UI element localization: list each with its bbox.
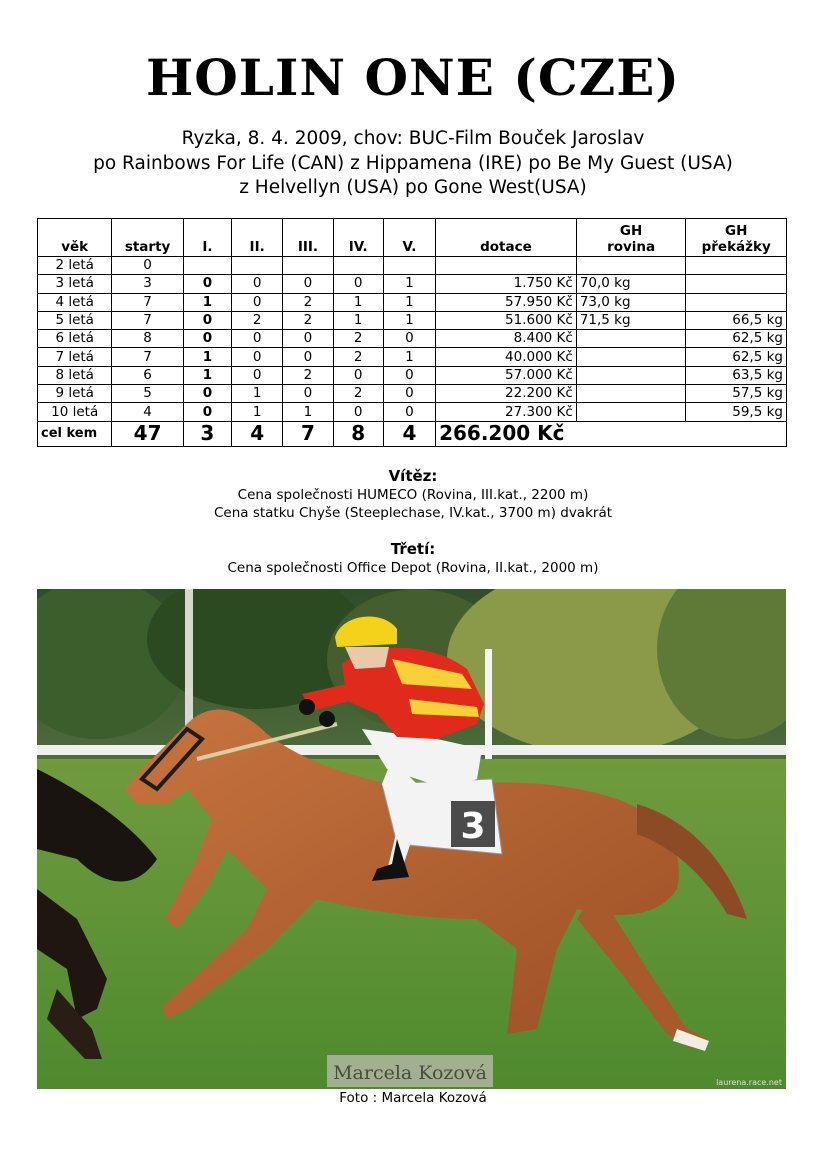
table-cell — [576, 403, 686, 421]
table-cell: 6 — [112, 366, 183, 384]
photo-credit: Foto : Marcela Kozová — [339, 1090, 487, 1106]
table-cell: 63,5 kg — [686, 366, 787, 384]
table-cell: 1 — [383, 311, 435, 329]
table-cell: 4 letá — [38, 293, 112, 311]
total-prize-money: 266.200 Kč — [436, 421, 787, 446]
table-row — [38, 293, 787, 311]
photographer-watermark: Marcela Kozová — [333, 1062, 487, 1084]
total-row — [38, 421, 787, 446]
header-fifth: V. — [383, 219, 435, 257]
table-cell — [576, 330, 686, 348]
table-cell: 3 letá — [38, 275, 112, 293]
pedigree-line-2: po Rainbows For Life (CAN) z Hippamena (IRE) po Be My Guest (USA) — [93, 153, 733, 174]
header-fourth: IV. — [333, 219, 383, 257]
table-cell: 8.400 Kč — [436, 330, 577, 348]
table-cell: 1 — [333, 311, 383, 329]
table-cell: 2 letá — [38, 257, 112, 275]
table-cell — [576, 348, 686, 366]
table-cell: 1 — [232, 403, 283, 421]
table-cell: 1 — [232, 385, 283, 403]
table-cell: 0 — [183, 275, 231, 293]
table-cell: 27.300 Kč — [436, 403, 577, 421]
table-cell: 5 letá — [38, 311, 112, 329]
third-heading: Třetí: — [390, 540, 436, 558]
page-title: HOLIN ONE (CZE) — [146, 48, 680, 107]
table-cell: 2 — [283, 366, 333, 384]
table-row — [38, 366, 787, 384]
table-cell: 2 — [333, 330, 383, 348]
table-cell: 1.750 Kč — [436, 275, 577, 293]
table-cell: 3 — [112, 275, 183, 293]
table-cell: 8 letá — [38, 366, 112, 384]
table-cell: 0 — [283, 385, 333, 403]
race-stats-table — [37, 218, 787, 447]
table-cell: 0 — [333, 403, 383, 421]
table-cell: 73,0 kg — [576, 293, 686, 311]
table-cell: 1 — [183, 366, 231, 384]
table-cell — [576, 385, 686, 403]
table-cell: 0 — [183, 385, 231, 403]
table-cell: 2 — [283, 293, 333, 311]
table-cell — [576, 257, 686, 275]
table-cell — [436, 257, 577, 275]
table-cell: 0 — [333, 275, 383, 293]
table-cell: 62,5 kg — [686, 330, 787, 348]
header-gh-flat: GH rovina — [576, 219, 686, 257]
header-age: věk — [38, 219, 112, 257]
table-row — [38, 330, 787, 348]
table-cell: 7 — [112, 311, 183, 329]
total-fourth: 8 — [333, 421, 383, 446]
table-row — [38, 348, 787, 366]
table-cell: 1 — [383, 275, 435, 293]
table-cell: 10 letá — [38, 403, 112, 421]
table-cell: 70,0 kg — [576, 275, 686, 293]
race-photo — [37, 589, 786, 1089]
table-cell: 7 letá — [38, 348, 112, 366]
table-cell — [686, 275, 787, 293]
saddle-number: 3 — [460, 806, 486, 847]
table-cell: 5 — [112, 385, 183, 403]
table-cell: 0 — [183, 330, 231, 348]
table-cell: 0 — [383, 403, 435, 421]
winner-race-2: Cena statku Chyše (Steeplechase, IV.kat., 3700 m) dvakrát — [213, 505, 613, 521]
table-cell: 57,5 kg — [686, 385, 787, 403]
table-cell: 4 — [112, 403, 183, 421]
total-starts: 47 — [112, 421, 183, 446]
table-cell: 0 — [232, 366, 283, 384]
table-cell: 1 — [183, 348, 231, 366]
table-cell: 62,5 kg — [686, 348, 787, 366]
winner-heading: Vítěz: — [388, 467, 438, 485]
table-cell: 1 — [383, 348, 435, 366]
table-cell: 0 — [383, 366, 435, 384]
table-cell: 57.000 Kč — [436, 366, 577, 384]
site-watermark: laurena.race.net — [716, 1078, 782, 1087]
total-third: 7 — [283, 421, 333, 446]
table-cell: 0 — [183, 311, 231, 329]
table-cell: 40.000 Kč — [436, 348, 577, 366]
table-cell — [283, 257, 333, 275]
table-cell: 22.200 Kč — [436, 385, 577, 403]
total-second: 4 — [232, 421, 283, 446]
table-row — [38, 311, 787, 329]
table-cell: 0 — [333, 366, 383, 384]
header-second: II. — [232, 219, 283, 257]
header-prize-money: dotace — [436, 219, 577, 257]
header-third: III. — [283, 219, 333, 257]
table-cell — [383, 257, 435, 275]
winner-race-1: Cena společnosti HUMECO (Rovina, III.kat., 2200 m) — [237, 487, 589, 503]
table-cell: 0 — [232, 348, 283, 366]
table-row — [38, 403, 787, 421]
table-cell: 57.950 Kč — [436, 293, 577, 311]
table-cell: 2 — [232, 311, 283, 329]
total-label: cel kem — [38, 421, 112, 446]
header-gh-jumps: GH překážky — [686, 219, 787, 257]
table-cell: 1 — [283, 403, 333, 421]
total-fifth: 4 — [383, 421, 435, 446]
table-cell: 7 — [112, 348, 183, 366]
table-cell: 0 — [112, 257, 183, 275]
table-cell: 0 — [232, 330, 283, 348]
table-cell: 0 — [183, 403, 231, 421]
pedigree-line-3: z Helvellyn (USA) po Gone West(USA) — [239, 177, 587, 198]
table-row — [38, 257, 787, 275]
table-cell: 2 — [333, 385, 383, 403]
table-cell: 66,5 kg — [686, 311, 787, 329]
table-cell — [232, 257, 283, 275]
table-cell: 7 — [112, 293, 183, 311]
table-cell: 0 — [232, 275, 283, 293]
table-cell: 1 — [183, 293, 231, 311]
table-cell: 51.600 Kč — [436, 311, 577, 329]
table-cell — [686, 257, 787, 275]
table-cell — [183, 257, 231, 275]
table-cell: 6 letá — [38, 330, 112, 348]
header-first: I. — [183, 219, 231, 257]
table-cell: 0 — [383, 385, 435, 403]
table-cell: 0 — [283, 348, 333, 366]
table-cell — [333, 257, 383, 275]
table-cell: 9 letá — [38, 385, 112, 403]
table-cell — [576, 366, 686, 384]
table-header-row — [38, 219, 787, 257]
table-cell: 0 — [283, 275, 333, 293]
third-race-1: Cena společnosti Office Depot (Rovina, II.kat., 2000 m) — [227, 560, 599, 576]
table-cell: 1 — [333, 293, 383, 311]
table-cell: 8 — [112, 330, 183, 348]
table-cell: 1 — [383, 293, 435, 311]
table-cell: 71,5 kg — [576, 311, 686, 329]
header-starts: starty — [112, 219, 183, 257]
table-cell: 2 — [333, 348, 383, 366]
table-cell: 2 — [283, 311, 333, 329]
table-cell: 0 — [283, 330, 333, 348]
total-first: 3 — [183, 421, 231, 446]
table-row — [38, 385, 787, 403]
table-cell — [686, 293, 787, 311]
table-cell: 0 — [232, 293, 283, 311]
table-cell: 0 — [383, 330, 435, 348]
table-row — [38, 275, 787, 293]
table-cell: 59,5 kg — [686, 403, 787, 421]
pedigree-line-1: Ryzka, 8. 4. 2009, chov: BUC-Film Bouček Jaroslav — [181, 128, 645, 149]
